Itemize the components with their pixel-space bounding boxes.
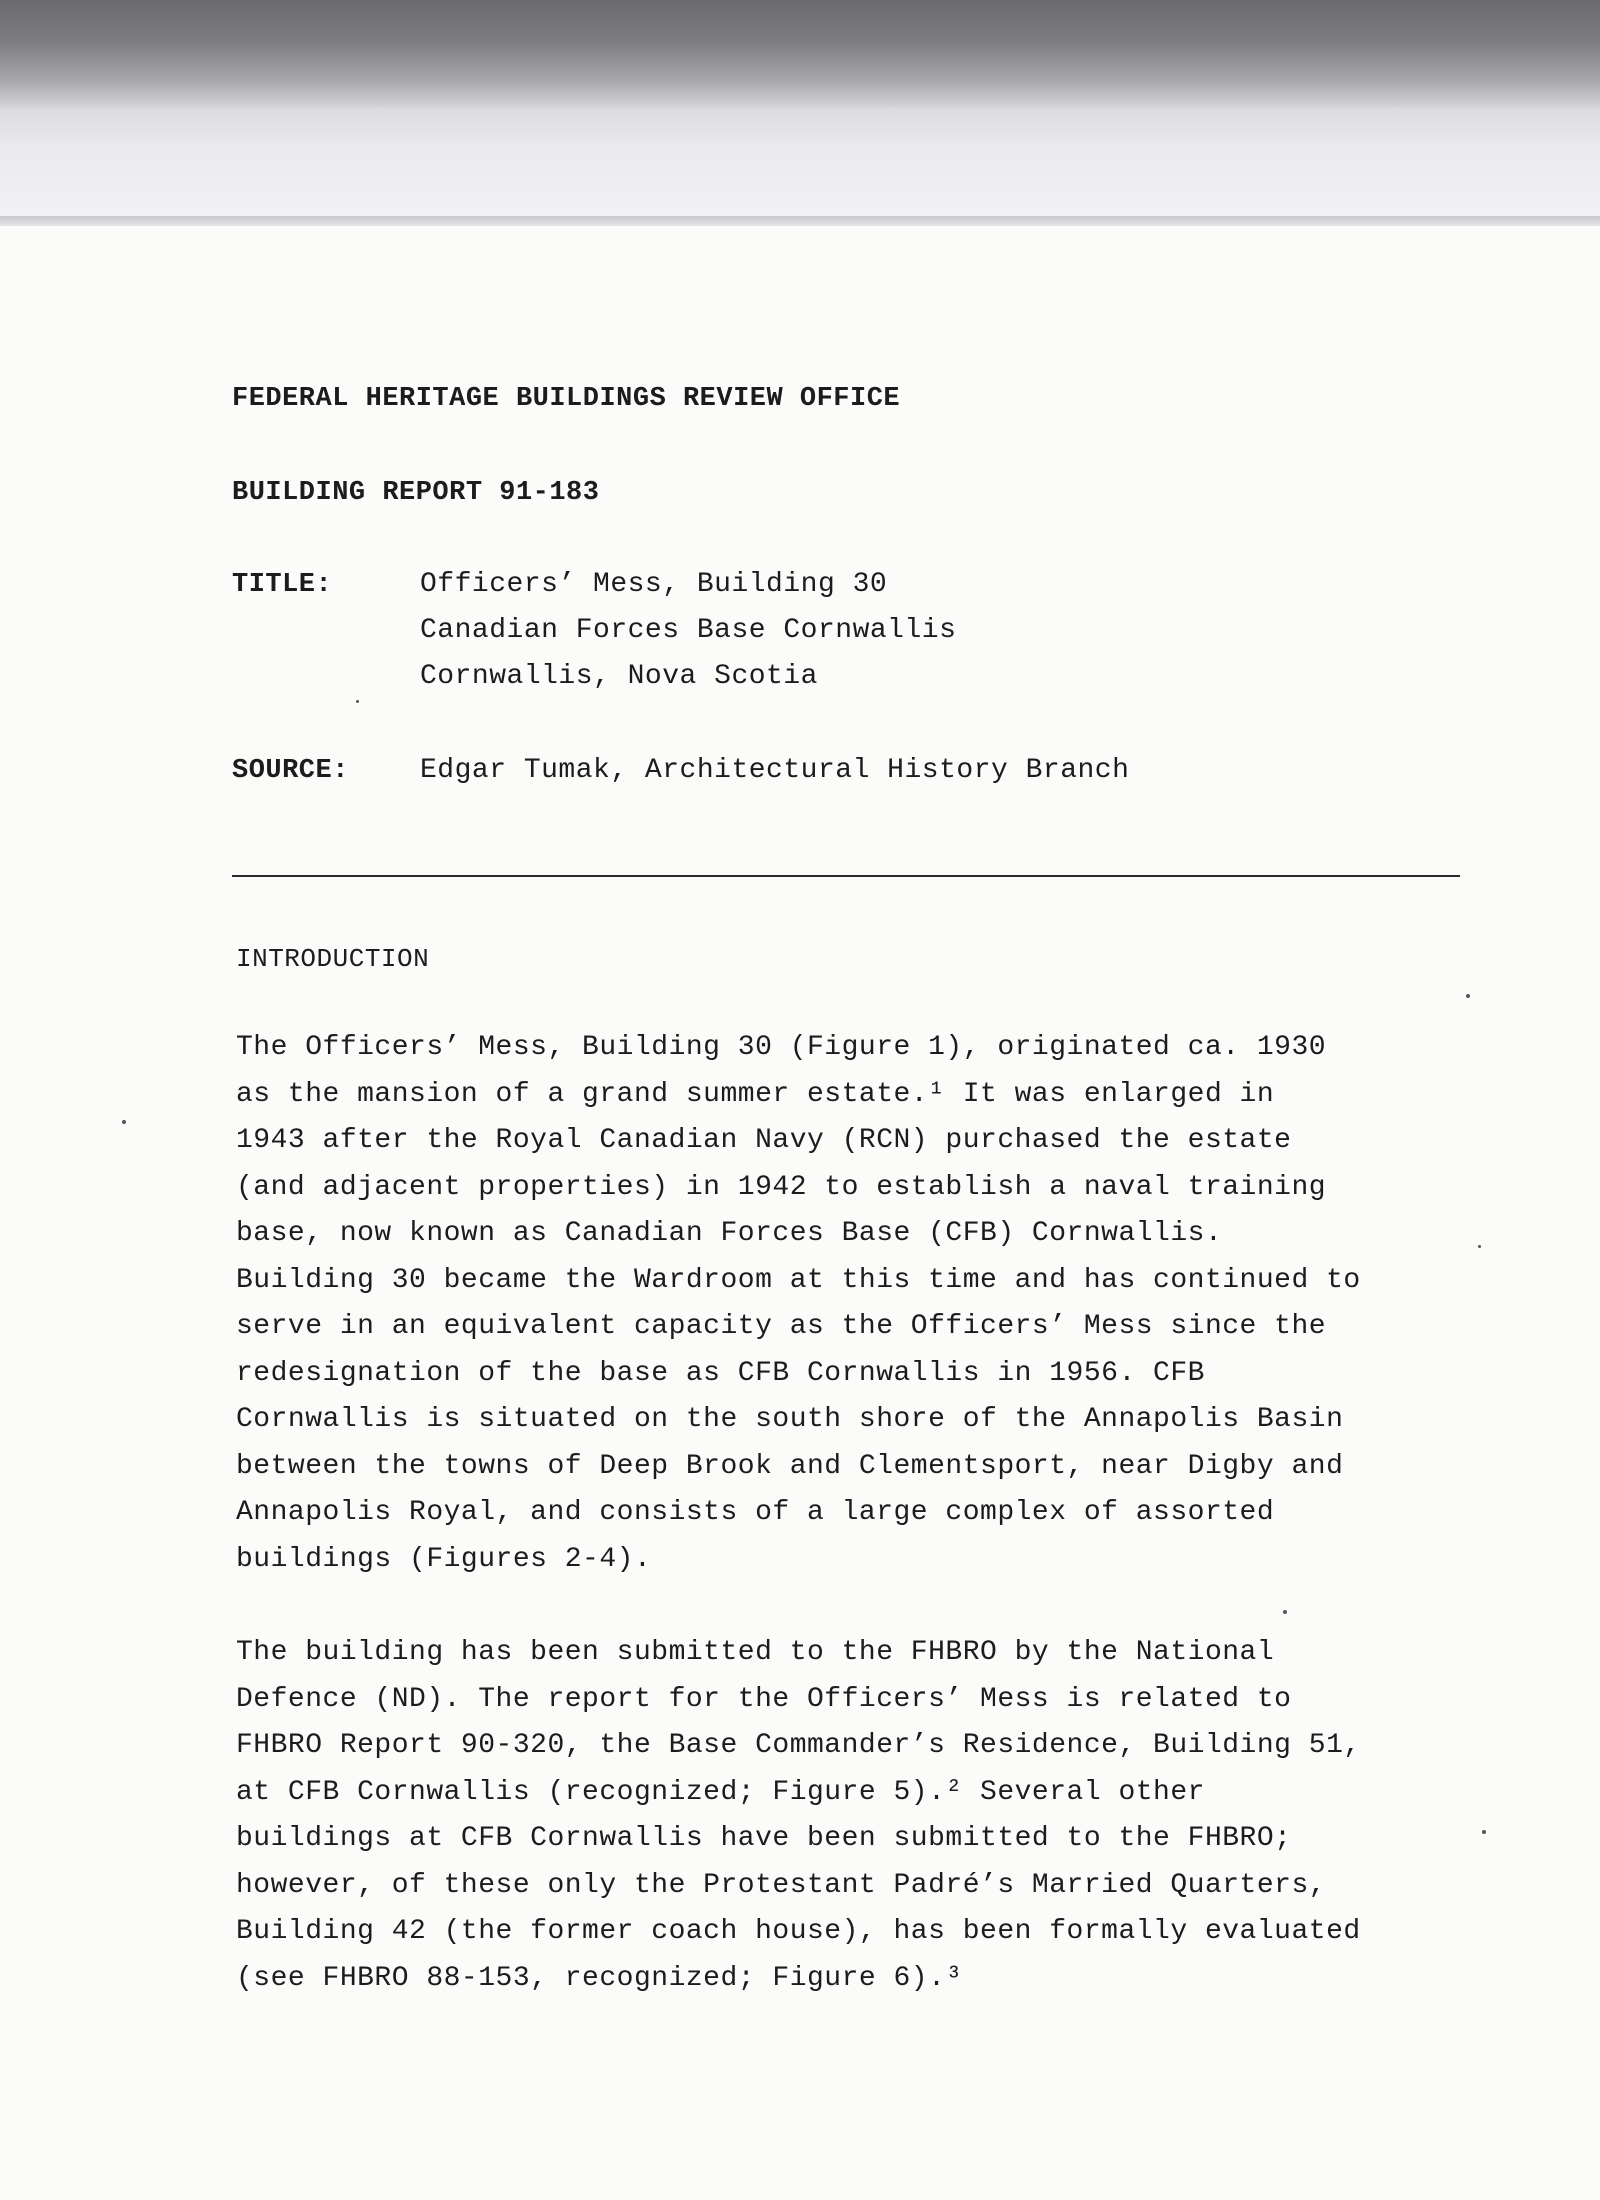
paragraph-line: as the mansion of a grand summer estate.¹ It was enlarged in: [236, 1078, 1275, 1110]
scan-speck: [1466, 994, 1470, 998]
paragraph-line: redesignation of the base as CFB Cornwallis in 1956. CFB: [236, 1357, 1205, 1389]
paragraph-line: Building 30 became the Wardroom at this time and has continued to: [236, 1264, 1361, 1296]
paragraph-line: (and adjacent properties) in 1942 to establish a naval training: [236, 1171, 1327, 1203]
paragraph-line: however, of these only the Protestant Padré’s Married Quarters,: [236, 1869, 1327, 1901]
title-line: Canadian Forces Base Cornwallis: [420, 615, 957, 646]
scan-speck: [1478, 1245, 1481, 1248]
paragraph-line: buildings (Figures 2-4).: [236, 1543, 652, 1575]
title-line: Officers’ Mess, Building 30: [420, 569, 888, 600]
report-number: BUILDING REPORT 91-183: [232, 478, 600, 508]
paragraph: [236, 1630, 1476, 2002]
paragraph-line: 1943 after the Royal Canadian Navy (RCN) purchased the estate: [236, 1125, 1292, 1156]
paragraph-line: (see FHBRO 88-153, recognized; Figure 6).³: [236, 1962, 963, 1994]
paragraph-line: Building 42 (the former coach house), has been formally evaluated: [236, 1916, 1361, 1947]
paragraph-line: base, now known as Canadian Forces Base (CFB) Cornwallis.: [236, 1218, 1223, 1249]
title-line: Cornwallis, Nova Scotia: [420, 661, 818, 692]
paragraph-line: buildings at CFB Cornwallis have been submitted to the FHBRO;: [236, 1823, 1292, 1854]
paragraph-line: between the towns of Deep Brook and Clementsport, near Digby and: [236, 1450, 1344, 1482]
section-heading: INTRODUCTION: [236, 944, 430, 974]
scan-speck: [122, 1120, 126, 1124]
paragraph-line: at CFB Cornwallis (recognized; Figure 5).² Several other: [236, 1776, 1205, 1808]
paragraph-line: The Officers’ Mess, Building 30 (Figure 1), originated ca. 1930: [236, 1032, 1327, 1063]
scan-speck: [356, 700, 359, 703]
source-label: SOURCE:: [232, 756, 349, 786]
paragraph-line: Cornwallis is situated on the south shore of the Annapolis Basin: [236, 1404, 1344, 1435]
paragraph-line: Defence (ND). The report for the Officers’ Mess is related to: [236, 1683, 1292, 1715]
title-label: TITLE:: [232, 570, 333, 600]
scan-speck: [1283, 1610, 1287, 1614]
paragraph-line: The building has been submitted to the FHBRO by the National: [236, 1637, 1275, 1668]
paragraph-line: Annapolis Royal, and consists of a large complex of assorted: [236, 1497, 1275, 1528]
office-heading: FEDERAL HERITAGE BUILDINGS REVIEW OFFICE: [232, 384, 901, 414]
paragraph-line: serve in an equivalent capacity as the Officers’ Mess since the: [236, 1311, 1327, 1342]
scan-speck: [1482, 1830, 1486, 1834]
divider-rule: [232, 875, 1460, 877]
paragraph-line: FHBRO Report 90-320, the Base Commander’s Residence, Building 51,: [236, 1730, 1361, 1761]
source-value: Edgar Tumak, Architectural History Branch: [420, 755, 1130, 786]
paragraph: [236, 1025, 1476, 1583]
